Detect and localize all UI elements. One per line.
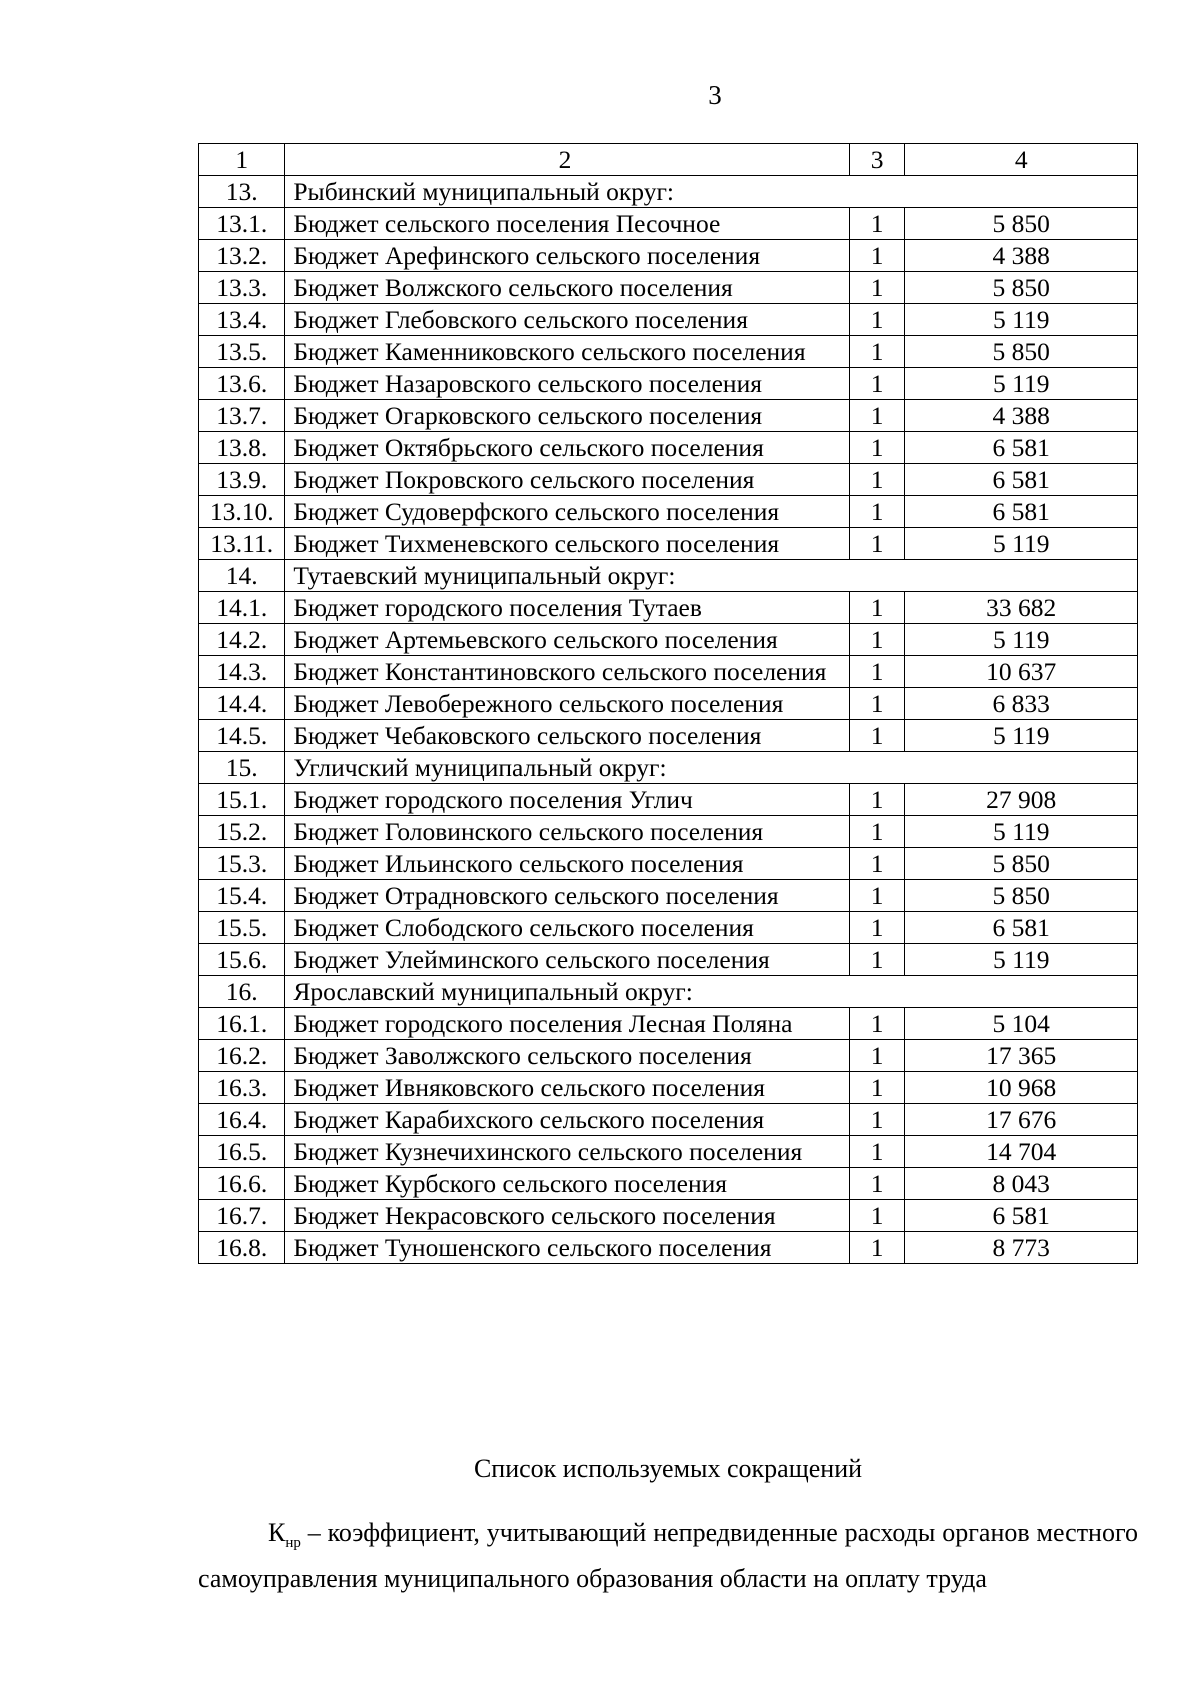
row-number-cell: 14.4.	[199, 688, 285, 720]
group-name-cell: Рыбинский муниципальный округ:	[285, 176, 1138, 208]
budget-name-cell: Бюджет Огарковского сельского поселения	[285, 400, 849, 432]
amount-cell: 6 581	[905, 496, 1138, 528]
amount-cell: 5 850	[905, 208, 1138, 240]
row-number-cell: 13.	[199, 176, 285, 208]
budget-table	[198, 143, 1138, 1264]
table-row	[199, 400, 1138, 432]
budget-name-cell: Бюджет Глебовского сельского поселения	[285, 304, 849, 336]
table-row	[199, 880, 1138, 912]
column-3-cell: 1	[849, 368, 905, 400]
row-number-cell: 13.11.	[199, 528, 285, 560]
column-3-cell: 1	[849, 592, 905, 624]
budget-name-cell: Бюджет городского поселения Лесная Поляна	[285, 1008, 849, 1040]
amount-cell: 10 637	[905, 656, 1138, 688]
amount-cell: 6 581	[905, 912, 1138, 944]
row-number-cell: 13.4.	[199, 304, 285, 336]
column-3-cell: 1	[849, 304, 905, 336]
budget-name-cell: Бюджет Некрасовского сельского поселения	[285, 1200, 849, 1232]
abbreviations-heading: Список используемых сокращений	[473, 1454, 863, 1483]
row-number-cell: 16.5.	[199, 1136, 285, 1168]
column-3-cell: 1	[849, 240, 905, 272]
budget-name-cell: Бюджет Артемьевского сельского поселения	[285, 624, 849, 656]
row-number-cell: 16.3.	[199, 1072, 285, 1104]
column-3-cell: 1	[849, 720, 905, 752]
row-number-cell: 16.1.	[199, 1008, 285, 1040]
amount-cell: 8 043	[905, 1168, 1138, 1200]
table-row	[199, 464, 1138, 496]
table-row	[199, 1200, 1138, 1232]
table-row	[199, 784, 1138, 816]
amount-cell: 10 968	[905, 1072, 1138, 1104]
column-3-cell: 1	[849, 656, 905, 688]
amount-cell: 6 833	[905, 688, 1138, 720]
table-row	[199, 912, 1138, 944]
budget-name-cell: Бюджет Ильинского сельского поселения	[285, 848, 849, 880]
row-number-cell: 15.4.	[199, 880, 285, 912]
row-number-cell: 13.3.	[199, 272, 285, 304]
table-group-row	[199, 560, 1138, 592]
column-3-cell: 1	[849, 624, 905, 656]
page-number: 3	[708, 80, 722, 110]
budget-name-cell: Бюджет Октябрьского сельского поселения	[285, 432, 849, 464]
header-cell-1: 1	[199, 144, 285, 176]
table-row	[199, 208, 1138, 240]
budget-name-cell: Бюджет городского поселения Углич	[285, 784, 849, 816]
row-number-cell: 14.3.	[199, 656, 285, 688]
column-3-cell: 1	[849, 336, 905, 368]
budget-name-cell: Бюджет Туношенского сельского поселения	[285, 1232, 849, 1264]
column-3-cell: 1	[849, 496, 905, 528]
amount-cell: 5 119	[905, 944, 1138, 976]
abbreviation-symbol: К	[268, 1518, 286, 1547]
budget-name-cell: Бюджет Курбского сельского поселения	[285, 1168, 849, 1200]
row-number-cell: 15.	[199, 752, 285, 784]
table-row	[199, 1168, 1138, 1200]
table-row	[199, 1136, 1138, 1168]
group-name-cell: Ярославский муниципальный округ:	[285, 976, 1138, 1008]
amount-cell: 17 676	[905, 1104, 1138, 1136]
column-3-cell: 1	[849, 208, 905, 240]
column-3-cell: 1	[849, 528, 905, 560]
table-group-row	[199, 752, 1138, 784]
column-3-cell: 1	[849, 816, 905, 848]
abbreviation-definition-text: – коэффициент, учитывающий непредвиденные расходы органов местного самоуправления муниципального образования области на оплату труда	[198, 1518, 1138, 1594]
amount-cell: 4 388	[905, 240, 1138, 272]
budget-name-cell: Бюджет Заволжского сельского поселения	[285, 1040, 849, 1072]
budget-name-cell: Бюджет Каменниковского сельского поселения	[285, 336, 849, 368]
table-group-row	[199, 176, 1138, 208]
row-number-cell: 16.7.	[199, 1200, 285, 1232]
table-row	[199, 592, 1138, 624]
row-number-cell: 13.10.	[199, 496, 285, 528]
column-3-cell: 1	[849, 1168, 905, 1200]
budget-name-cell: Бюджет Тихменевского сельского поселения	[285, 528, 849, 560]
budget-name-cell: Бюджет Левобережного сельского поселения	[285, 688, 849, 720]
column-3-cell: 1	[849, 400, 905, 432]
column-3-cell: 1	[849, 1008, 905, 1040]
budget-name-cell: Бюджет Карабихского сельского поселения	[285, 1104, 849, 1136]
amount-cell: 5 119	[905, 368, 1138, 400]
row-number-cell: 16.8.	[199, 1232, 285, 1264]
budget-name-cell: Бюджет Отрадновского сельского поселения	[285, 880, 849, 912]
header-cell-3: 3	[849, 144, 905, 176]
table-row	[199, 848, 1138, 880]
budget-name-cell: Бюджет городского поселения Тутаев	[285, 592, 849, 624]
budget-name-cell: Бюджет Волжского сельского поселения	[285, 272, 849, 304]
row-number-cell: 16.2.	[199, 1040, 285, 1072]
table-header-row	[199, 144, 1138, 176]
budget-name-cell: Бюджет Арефинского сельского поселения	[285, 240, 849, 272]
column-3-cell: 1	[849, 880, 905, 912]
header-cell-4: 4	[905, 144, 1138, 176]
column-3-cell: 1	[849, 688, 905, 720]
table-row	[199, 336, 1138, 368]
amount-cell: 6 581	[905, 464, 1138, 496]
abbreviation-definition	[198, 1515, 1138, 1596]
column-3-cell: 1	[849, 272, 905, 304]
row-number-cell: 14.	[199, 560, 285, 592]
column-3-cell: 1	[849, 784, 905, 816]
table-row	[199, 240, 1138, 272]
column-3-cell: 1	[849, 944, 905, 976]
column-3-cell: 1	[849, 1136, 905, 1168]
budget-name-cell: Бюджет Чебаковского сельского поселения	[285, 720, 849, 752]
abbreviation-symbol-subscript: нр	[285, 1535, 301, 1552]
row-number-cell: 15.2.	[199, 816, 285, 848]
table-row	[199, 1008, 1138, 1040]
amount-cell: 6 581	[905, 1200, 1138, 1232]
row-number-cell: 15.3.	[199, 848, 285, 880]
column-3-cell: 1	[849, 464, 905, 496]
table-row	[199, 656, 1138, 688]
table-row	[199, 304, 1138, 336]
amount-cell: 5 850	[905, 336, 1138, 368]
amount-cell: 5 850	[905, 272, 1138, 304]
row-number-cell: 16.6.	[199, 1168, 285, 1200]
table-row	[199, 272, 1138, 304]
amount-cell: 5 119	[905, 624, 1138, 656]
amount-cell: 33 682	[905, 592, 1138, 624]
table-row	[199, 1104, 1138, 1136]
amount-cell: 8 773	[905, 1232, 1138, 1264]
row-number-cell: 15.5.	[199, 912, 285, 944]
table-row	[199, 432, 1138, 464]
row-number-cell: 16.	[199, 976, 285, 1008]
row-number-cell: 13.2.	[199, 240, 285, 272]
amount-cell: 6 581	[905, 432, 1138, 464]
budget-name-cell: Бюджет Слободского сельского поселения	[285, 912, 849, 944]
budget-table-body	[199, 144, 1138, 1264]
column-3-cell: 1	[849, 1104, 905, 1136]
budget-name-cell: Бюджет Улейминского сельского поселения	[285, 944, 849, 976]
row-number-cell: 15.1.	[199, 784, 285, 816]
table-row	[199, 720, 1138, 752]
budget-name-cell: Бюджет Покровского сельского поселения	[285, 464, 849, 496]
row-number-cell: 14.5.	[199, 720, 285, 752]
amount-cell: 5 850	[905, 848, 1138, 880]
budget-name-cell: Бюджет Ивняковского сельского поселения	[285, 1072, 849, 1104]
column-3-cell: 1	[849, 1072, 905, 1104]
table-group-row	[199, 976, 1138, 1008]
budget-name-cell: Бюджет сельского поселения Песочное	[285, 208, 849, 240]
row-number-cell: 13.6.	[199, 368, 285, 400]
row-number-cell: 14.1.	[199, 592, 285, 624]
row-number-cell: 13.8.	[199, 432, 285, 464]
amount-cell: 5 119	[905, 304, 1138, 336]
column-3-cell: 1	[849, 1040, 905, 1072]
column-3-cell: 1	[849, 432, 905, 464]
row-number-cell: 13.5.	[199, 336, 285, 368]
amount-cell: 14 704	[905, 1136, 1138, 1168]
row-number-cell: 13.7.	[199, 400, 285, 432]
column-3-cell: 1	[849, 848, 905, 880]
table-row	[199, 368, 1138, 400]
amount-cell: 17 365	[905, 1040, 1138, 1072]
budget-name-cell: Бюджет Головинского сельского поселения	[285, 816, 849, 848]
amount-cell: 5 850	[905, 880, 1138, 912]
budget-name-cell: Бюджет Назаровского сельского поселения	[285, 368, 849, 400]
table-row	[199, 1040, 1138, 1072]
amount-cell: 27 908	[905, 784, 1138, 816]
table-row	[199, 496, 1138, 528]
row-number-cell: 13.9.	[199, 464, 285, 496]
row-number-cell: 13.1.	[199, 208, 285, 240]
table-row	[199, 528, 1138, 560]
amount-cell: 5 104	[905, 1008, 1138, 1040]
table-row	[199, 1072, 1138, 1104]
budget-name-cell: Бюджет Константиновского сельского поселения	[285, 656, 849, 688]
amount-cell: 5 119	[905, 720, 1138, 752]
table-row	[199, 816, 1138, 848]
amount-cell: 5 119	[905, 816, 1138, 848]
table-row	[199, 624, 1138, 656]
table-row	[199, 688, 1138, 720]
row-number-cell: 14.2.	[199, 624, 285, 656]
table-row	[199, 944, 1138, 976]
column-3-cell: 1	[849, 1232, 905, 1264]
row-number-cell: 16.4.	[199, 1104, 285, 1136]
row-number-cell: 15.6.	[199, 944, 285, 976]
amount-cell: 4 388	[905, 400, 1138, 432]
group-name-cell: Угличский муниципальный округ:	[285, 752, 1138, 784]
group-name-cell: Тутаевский муниципальный округ:	[285, 560, 1138, 592]
header-cell-2: 2	[285, 144, 849, 176]
column-3-cell: 1	[849, 912, 905, 944]
amount-cell: 5 119	[905, 528, 1138, 560]
budget-name-cell: Бюджет Судоверфского сельского поселения	[285, 496, 849, 528]
budget-name-cell: Бюджет Кузнечихинского сельского поселения	[285, 1136, 849, 1168]
table-row	[199, 1232, 1138, 1264]
column-3-cell: 1	[849, 1200, 905, 1232]
